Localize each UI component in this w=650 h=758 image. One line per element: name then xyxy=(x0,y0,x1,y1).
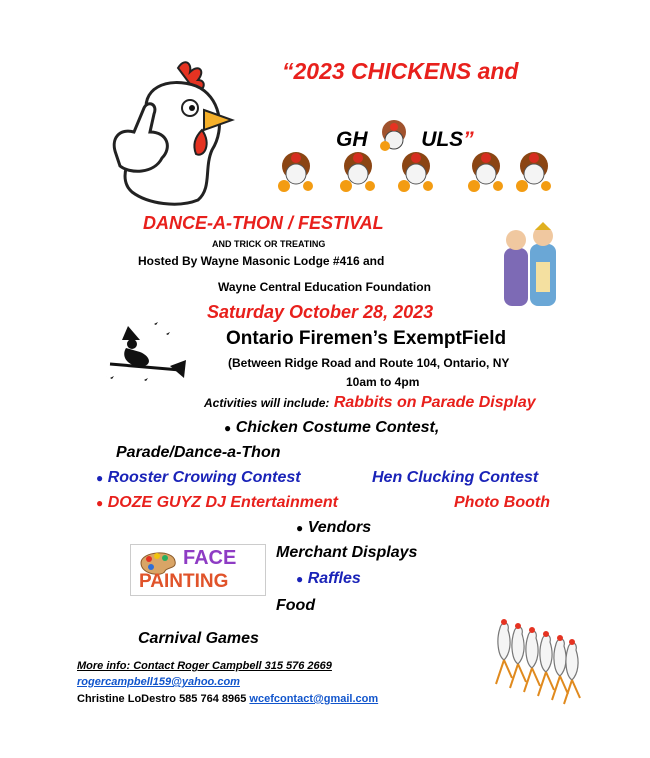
activity-parade: Parade/Dance-a-Thon xyxy=(116,444,281,461)
turkey-pumpkin-row-illustration xyxy=(272,148,562,196)
dancing-chickens-illustration xyxy=(492,614,586,708)
event-date: Saturday October 28, 2023 xyxy=(207,302,434,322)
title-line-2 xyxy=(336,118,474,152)
contact-line-1: More info: Contact Roger Campbell 315 576 2669 xyxy=(77,660,332,672)
activity-carnival: Carnival Games xyxy=(138,630,259,647)
event-location: (Between Ridge Road and Route 104, Ontario, NY xyxy=(228,356,510,370)
activity-rooster: Rooster Crowing Contest xyxy=(107,469,301,486)
contact-christine: Christine LoDestro 585 764 8965 xyxy=(77,693,247,705)
face-painting-logo xyxy=(130,544,266,596)
bullet: ● xyxy=(224,421,232,435)
bullet: ● xyxy=(96,496,104,510)
turkey-o-icon xyxy=(373,118,415,152)
activity-dj-line xyxy=(96,494,338,512)
witch-on-broom-illustration xyxy=(100,318,186,384)
event-name: DANCE-A-THON / FESTIVAL xyxy=(143,213,384,233)
activity-rabbits: Rabbits on Parade Display xyxy=(333,394,536,411)
contact-line-3 xyxy=(77,693,378,705)
activity-raffles: Raffles xyxy=(307,570,361,587)
activity-food: Food xyxy=(276,597,316,614)
bullet: ● xyxy=(296,521,304,535)
event-subtitle: AND TRICK OR TREATING xyxy=(212,239,326,249)
face-painting-line-2: PAINTING xyxy=(139,571,229,592)
activity-vendors-line xyxy=(296,519,371,537)
activity-dj: DOZE GUYZ DJ Entertainment xyxy=(107,494,338,511)
activity-raffles-line xyxy=(296,570,361,588)
activity-photo-booth: Photo Booth xyxy=(454,494,550,511)
title-line-1: “2023 CHICKENS and xyxy=(282,58,519,84)
contact-email-1[interactable]: rogercampbell159@yahoo.com xyxy=(77,676,240,688)
activities-intro: Activities will include: xyxy=(204,396,330,410)
event-venue: Ontario Firemen’s ExemptField xyxy=(226,328,507,349)
rooster-thumbs-up-illustration xyxy=(108,58,248,206)
bullet: ● xyxy=(96,471,104,485)
activity-vendors: Vendors xyxy=(307,519,372,536)
title-uls: ULS xyxy=(421,128,464,151)
activity-chicken-costume-line xyxy=(224,419,439,437)
title-close-quote: ” xyxy=(463,128,474,151)
activity-chicken-costume: Chicken Costume Contest, xyxy=(235,419,440,436)
bullet: ● xyxy=(296,572,304,586)
costume-children-photo xyxy=(500,222,566,308)
activities-intro-line xyxy=(204,394,536,412)
host-line-1: Hosted By Wayne Masonic Lodge #416 and xyxy=(138,254,385,268)
event-time: 10am to 4pm xyxy=(346,375,420,389)
activity-rooster-line xyxy=(96,469,301,487)
activity-merchant: Merchant Displays xyxy=(276,544,418,561)
contact-email-2[interactable]: wcefcontact@gmail.com xyxy=(249,693,379,705)
face-painting-line-1: FACE xyxy=(183,547,237,569)
title-gh: GH xyxy=(336,128,368,151)
host-line-2: Wayne Central Education Foundation xyxy=(218,280,431,294)
activity-hen: Hen Clucking Contest xyxy=(372,469,539,486)
